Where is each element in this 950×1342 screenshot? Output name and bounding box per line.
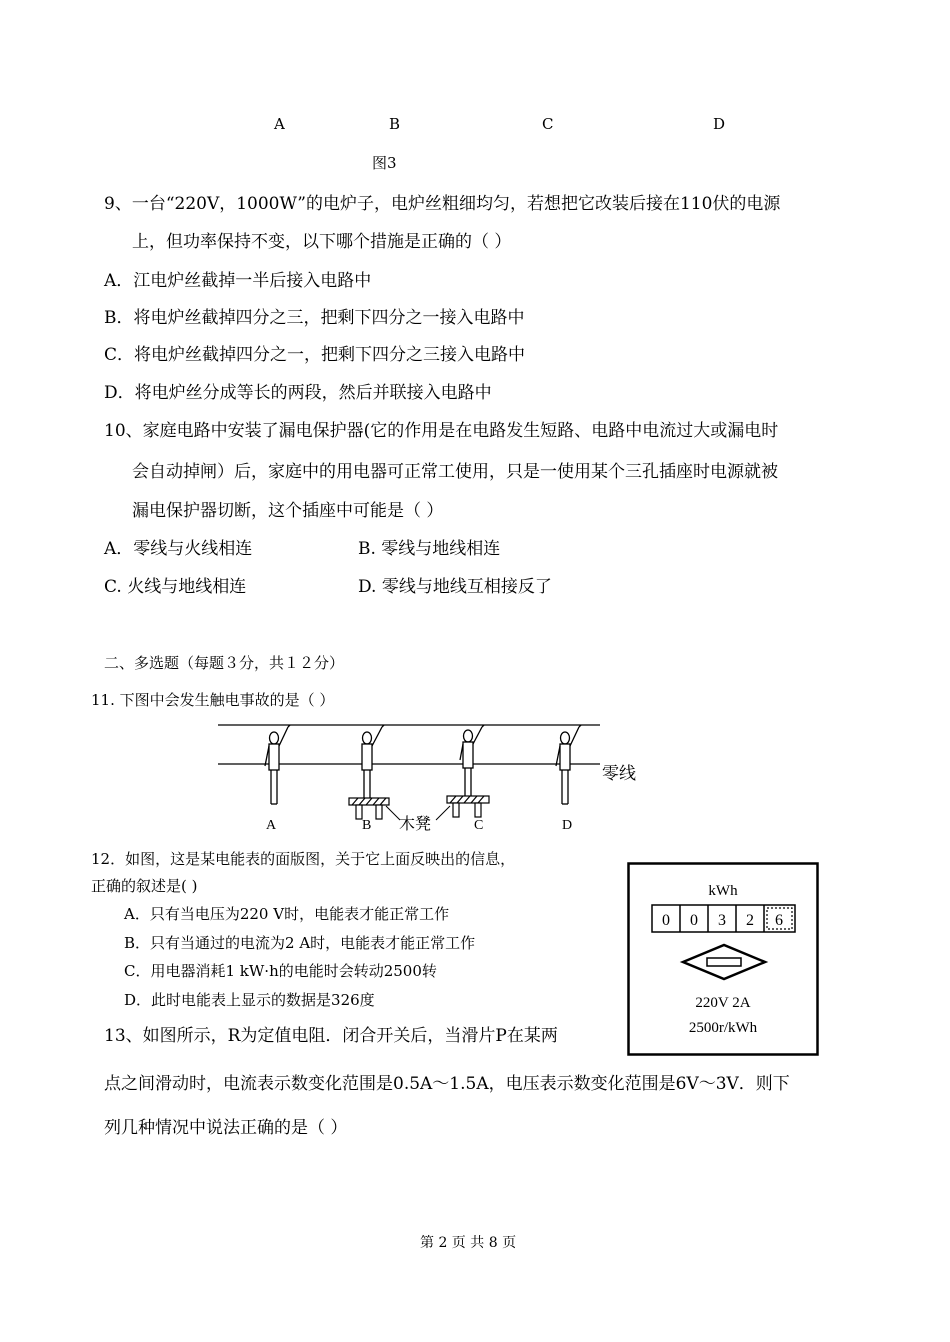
fig3-caption: 图3 (372, 154, 397, 172)
q11-circuit-diagram (210, 716, 660, 836)
meter-digit-5: 6 (775, 912, 783, 929)
meter-digit-4: 2 (746, 912, 754, 929)
stool-b (349, 798, 389, 819)
meter-unit: kWh (708, 883, 738, 899)
section-heading: 二、多选题（每题３分，共１２分） (104, 654, 345, 672)
meter-digit-3: 3 (718, 912, 726, 929)
q10-stem-line3: 漏电保护器切断，这个插座中可能是（ ） (132, 501, 444, 521)
person-c (460, 725, 484, 796)
meter-constant: 2500r/kWh (688, 1020, 758, 1036)
fig3-label-b: B (389, 115, 401, 133)
q12-option-a: A．只有当电压为220 V时，电能表才能正常工作 (124, 905, 450, 923)
q9-option-a: A．江电炉丝截掉一半后接入电路中 (104, 271, 372, 291)
diagram-label-b: B (362, 818, 372, 833)
q10-option-d: D. 零线与地线互相接反了 (358, 577, 552, 597)
meter-digit-1: 0 (662, 912, 670, 929)
q13-stem-line2: 点之间滑动时，电流表示数变化范围是0.5A～1.5A，电压表示数变化范围是6V～3V．则下 (104, 1074, 790, 1094)
q9-option-b: B．将电炉丝截掉四分之三，把剩下四分之一接入电路中 (104, 308, 525, 328)
q12-option-b: B．只有当通过的电流为2 A时，电能表才能正常工作 (124, 934, 476, 952)
q9-option-c: C．将电炉丝截掉四分之一，把剩下四分之三接入电路中 (104, 345, 526, 365)
diagram-label-a: A (266, 818, 277, 833)
person-b (362, 725, 384, 798)
q12-option-c: C．用电器消耗1 kW·h的电能时会转动2500转 (124, 962, 437, 980)
q9-stem-line1: 9、一台“220V，1000W”的电炉子，电炉丝粗细均匀，若想把它改装后接在110伏的电源 (104, 194, 781, 214)
q9-stem-line2: 上，但功率保持不变，以下哪个措施是正确的（ ） (132, 232, 512, 252)
q10-stem-line1: 10、家庭电路中安装了漏电保护器(它的作用是在电路发生短路、电路中电流过大或漏电时 (104, 421, 779, 441)
fig3-label-c: C (542, 115, 554, 133)
stool-c (447, 796, 489, 817)
q10-option-a: A．零线与火线相连 (104, 539, 253, 559)
q12-option-d: D．此时电能表上显示的数据是326度 (124, 991, 375, 1009)
fig3-label-a: A (274, 115, 285, 133)
q9-option-d: D．将电炉丝分成等长的两段，然后并联接入电路中 (104, 383, 492, 403)
q12-stem-line2: 正确的叙述是( ) (91, 877, 198, 895)
q10-stem-line2: 会自动掉闸）后，家庭中的用电器可正常工使用，只是一使用某个三孔插座时电源就被 (132, 462, 778, 482)
stool-label: 木凳 (399, 816, 432, 833)
neutral-wire-label: 零线 (602, 764, 636, 783)
q10-option-b: B. 零线与地线相连 (358, 539, 501, 559)
q10-option-c: C. 火线与地线相连 (104, 577, 247, 597)
meter-digit-2: 0 (690, 912, 698, 929)
energy-meter-panel (627, 862, 821, 1058)
q11-stem: 11. 下图中会发生触电事故的是（ ） (91, 691, 335, 709)
diagram-label-c: C (474, 818, 484, 833)
page-footer: 第 2 页 共 8 页 (420, 1235, 517, 1251)
q13-stem-line1: 13、如图所示，R为定值电阻．闭合开关后，当滑片P在某两 (104, 1026, 558, 1046)
meter-disc (707, 958, 741, 966)
q13-stem-line3: 列几种情况中说法正确的是（ ） (104, 1118, 348, 1138)
diagram-label-d: D (562, 818, 573, 833)
q12-stem-line1: 12．如图，这是某电能表的面版图，关于它上面反映出的信息， (91, 850, 516, 868)
fig3-label-d: D (713, 115, 726, 133)
meter-rating: 220V 2A (695, 995, 751, 1011)
